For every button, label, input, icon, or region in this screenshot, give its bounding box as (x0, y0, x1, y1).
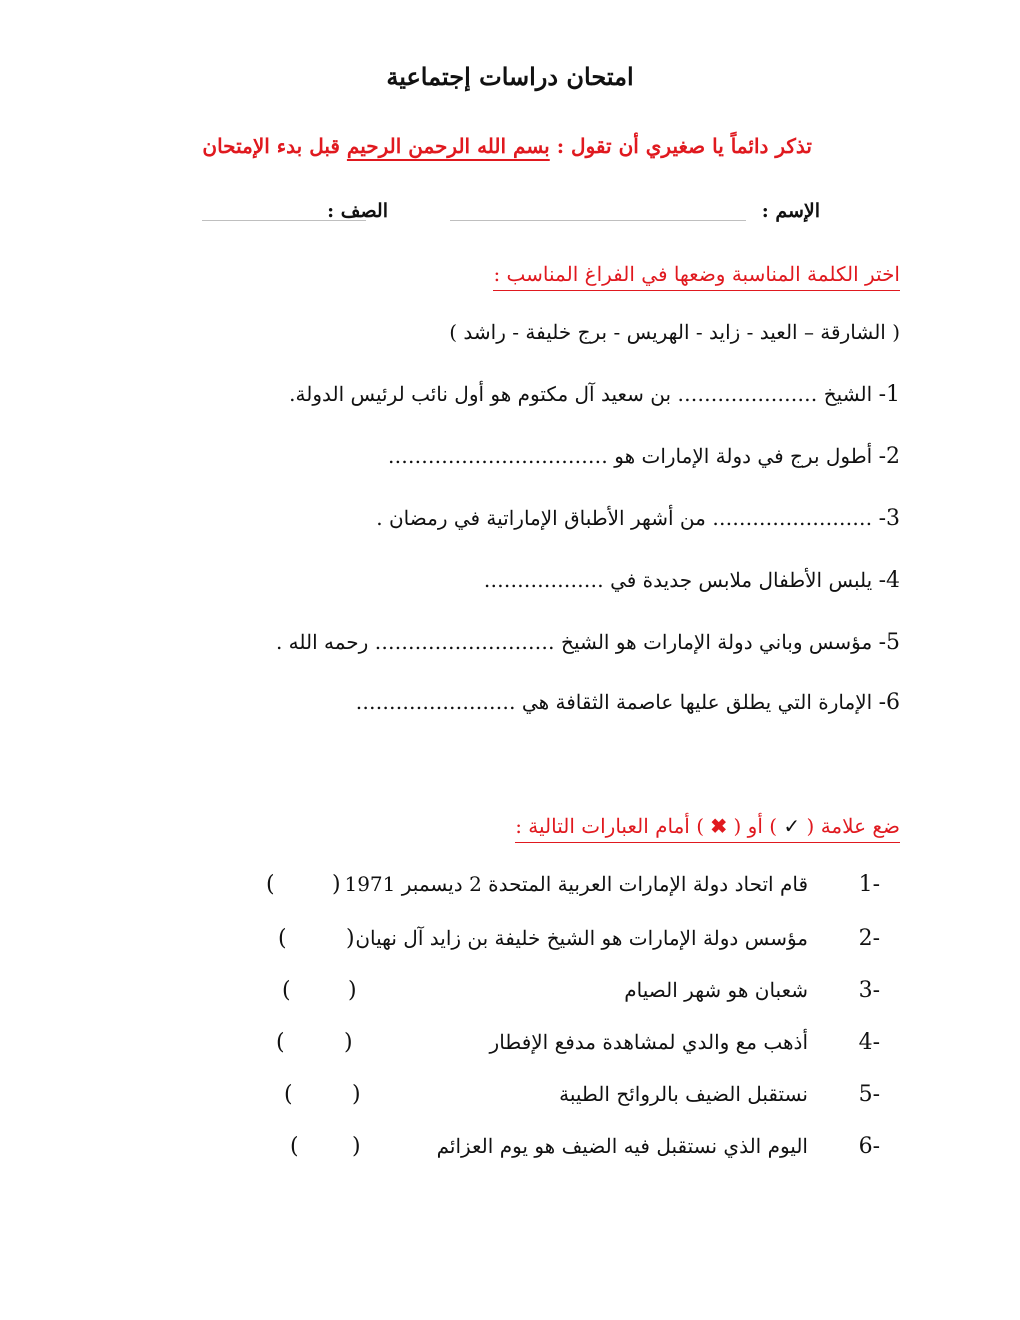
question-number: 3- (878, 506, 900, 531)
answer-paren-open: ( (352, 1082, 361, 1107)
question-text: مؤسس وباني دولة الإمارات هو الشيخ ……………………… رحمه الله . (275, 630, 873, 654)
basmala-reminder (202, 134, 812, 158)
answer-paren-close: ) (278, 926, 287, 951)
name-label: الإسم : (761, 200, 820, 222)
question-text: …………………… من أشهر الأطباق الإماراتية في رمضان . (376, 506, 873, 530)
answer-paren-close: ) (290, 1134, 299, 1159)
tf-statement-3 (200, 978, 880, 1014)
basmala-text: بسم الله الرحمن الرحيم (346, 134, 550, 158)
question-text: يلبس الأطفال ملابس جديدة في ……………… (483, 568, 873, 592)
statement-number: -4 (858, 1030, 880, 1055)
answer-paren-open: ( (344, 1030, 353, 1055)
heading-part-2: ) أو ( (733, 814, 778, 838)
name-field[interactable] (450, 220, 746, 221)
fill-question-5 (276, 630, 900, 655)
answer-paren-open: ( (332, 872, 341, 897)
answer-paren-close: ) (276, 1030, 285, 1055)
statement-text: مؤسس دولة الإمارات هو الشيخ خليفة بن زايد آل نهيان (355, 926, 808, 950)
tf-statement-5 (200, 1082, 880, 1118)
question-number: 4- (878, 568, 900, 593)
section2-heading (515, 814, 900, 843)
statement-number: -6 (858, 1134, 880, 1159)
answer-paren-close: ) (282, 978, 291, 1003)
tf-statement-1 (200, 872, 880, 908)
fill-question-6 (356, 690, 900, 715)
section1-heading: اختر الكلمة المناسبة وضعها في الفراغ المناسب : (493, 262, 900, 291)
class-field[interactable] (202, 220, 366, 221)
statement-number: -2 (858, 926, 880, 951)
page-title: امتحان دراسات إجتماعية (386, 62, 634, 91)
statement-number: -1 (858, 872, 880, 897)
fill-question-4 (484, 568, 900, 593)
question-text: أطول برج في دولة الإمارات هو …………………………… (387, 444, 873, 468)
reminder-prefix: تذكر دائماً يا صغيري أن تقول : (549, 134, 812, 158)
statement-number: -5 (858, 1082, 880, 1107)
statement-text: أذهب مع والدي لمشاهدة مدفع الإفطار (489, 1030, 808, 1054)
fill-question-1 (289, 382, 900, 407)
question-number: 2- (878, 444, 900, 469)
answer-paren-close: ) (266, 872, 275, 897)
question-number: 6- (878, 690, 900, 715)
question-text: الإمارة التي يطلق عليها عاصمة الثقافة هي …………………… (355, 690, 873, 714)
tf-statement-2 (200, 926, 880, 962)
fill-question-3 (376, 506, 900, 531)
tf-statement-4 (200, 1030, 880, 1066)
statement-number: -3 (858, 978, 880, 1003)
tf-statement-6 (200, 1134, 880, 1170)
statement-text: اليوم الذي نستقبل فيه الضيف هو يوم العزائم (436, 1134, 808, 1158)
answer-paren-close: ) (284, 1082, 293, 1107)
question-text: الشيخ ………………… بن سعيد آل مكتوم هو أول نائب لرئيس الدولة. (289, 382, 873, 406)
statement-text: قام اتحاد دولة الإمارات العربية المتحدة 2 ديسمبر 1971 (344, 872, 808, 896)
answer-paren-open: ( (352, 1134, 361, 1159)
question-number: 1- (878, 382, 900, 407)
check-icon: ✓ (783, 814, 801, 838)
statement-text: نستقبل الضيف بالروائح الطيبة (559, 1082, 808, 1106)
word-bank: ( الشارقة – العيد - زايد - الهريس - برج خليفة - راشد ) (449, 320, 900, 344)
heading-part-1: ضع علامة ( (806, 814, 900, 838)
statement-text: شعبان هو شهر الصيام (624, 978, 808, 1002)
fill-question-2 (388, 444, 900, 469)
answer-paren-open: ( (348, 978, 357, 1003)
answer-paren-open: ( (346, 926, 355, 951)
heading-part-3: ) أمام العبارات التالية : (515, 814, 705, 838)
class-label: الصف : (327, 200, 388, 222)
reminder-suffix: قبل بدء الإمتحان (202, 134, 347, 158)
question-number: 5- (878, 630, 900, 655)
x-mark-icon: ✖ (710, 814, 728, 838)
